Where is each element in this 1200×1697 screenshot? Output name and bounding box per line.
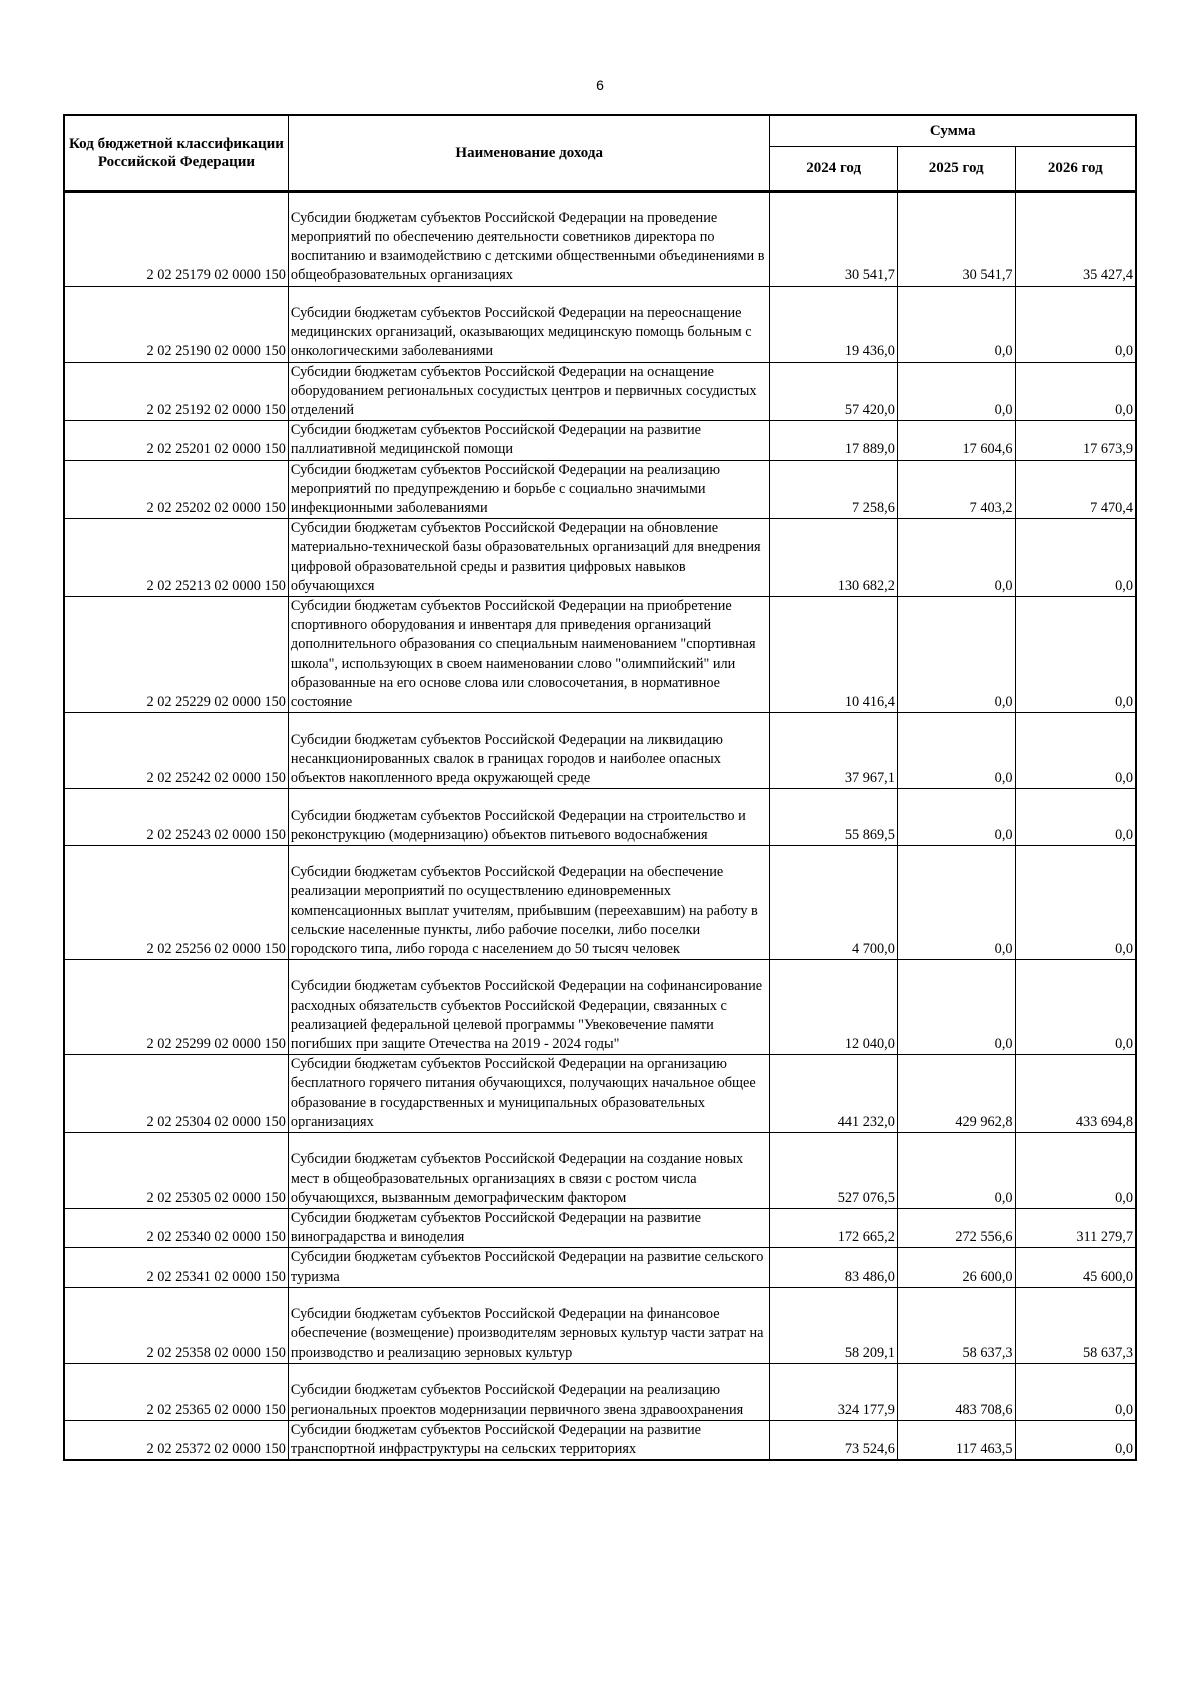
amount-2024: 130 682,2	[770, 519, 897, 597]
revenue-name: Субсидии бюджетам субъектов Российской Федерации на создание новых мест в общеобразовательных организациях в связи с ростом числа обучающихся, вызванным демографическим фактором	[288, 1132, 770, 1208]
revenue-name: Субсидии бюджетам субъектов Российской Федерации на обеспечение реализации мероприятий по осуществлению единовременных компенсационных выплат учителям, прибывшим (переехавшим) на работу в сельские населенные пункты, либо рабочие поселки, либо поселки городского типа, либо города с населением до 50 тысяч человек	[288, 846, 770, 960]
amount-2024: 55 869,5	[770, 789, 897, 846]
page-number: 6	[596, 77, 604, 93]
budget-code: 2 02 25179 02 0000 150	[64, 191, 288, 286]
revenue-name: Субсидии бюджетам субъектов Российской Федерации на оснащение оборудованием региональных сосудистых центров и первичных сосудистых отделений	[288, 362, 770, 421]
amount-2025: 0,0	[897, 596, 1015, 712]
table-row	[64, 421, 1136, 460]
amount-2026: 311 279,7	[1015, 1208, 1136, 1247]
revenue-name: Субсидии бюджетам субъектов Российской Федерации на приобретение спортивного оборудования и инвентаря для приведения организаций дополнительного образования со специальным наименованием "спортивная школа", использующих в своем наименовании слово "олимпийский" или образованные на его основе слова или словосочетания, в нормативное состояние	[288, 596, 770, 712]
table-row	[64, 460, 1136, 519]
amount-2025: 58 637,3	[897, 1287, 1015, 1363]
revenue-table	[63, 114, 1137, 1461]
amount-2024: 37 967,1	[770, 713, 897, 789]
table-row	[64, 519, 1136, 597]
amount-2024: 12 040,0	[770, 960, 897, 1055]
table-row	[64, 286, 1136, 362]
budget-code: 2 02 25358 02 0000 150	[64, 1287, 288, 1363]
amount-2026: 35 427,4	[1015, 191, 1136, 286]
amount-2026: 0,0	[1015, 1363, 1136, 1420]
budget-code: 2 02 25243 02 0000 150	[64, 789, 288, 846]
amount-2025: 30 541,7	[897, 191, 1015, 286]
table-row	[64, 362, 1136, 421]
budget-code: 2 02 25201 02 0000 150	[64, 421, 288, 460]
sum-column-header: Сумма	[770, 115, 1136, 146]
budget-code: 2 02 25229 02 0000 150	[64, 596, 288, 712]
name-column-header: Наименование дохода	[288, 115, 770, 191]
amount-2026: 0,0	[1015, 286, 1136, 362]
amount-2025: 117 463,5	[897, 1420, 1015, 1460]
budget-code: 2 02 25340 02 0000 150	[64, 1208, 288, 1247]
table-row	[64, 1132, 1136, 1208]
budget-code: 2 02 25192 02 0000 150	[64, 362, 288, 421]
table-row	[64, 1420, 1136, 1460]
revenue-name: Субсидии бюджетам субъектов Российской Федерации на развитие сельского туризма	[288, 1248, 770, 1287]
table-row	[64, 1287, 1136, 1363]
budget-code: 2 02 25304 02 0000 150	[64, 1055, 288, 1133]
table-row	[64, 191, 1136, 286]
amount-2024: 4 700,0	[770, 846, 897, 960]
revenue-name: Субсидии бюджетам субъектов Российской Федерации на развитие паллиативной медицинской помощи	[288, 421, 770, 460]
table-row	[64, 1363, 1136, 1420]
revenue-name: Субсидии бюджетам субъектов Российской Федерации на финансовое обеспечение (возмещение) производителям зерновых культур части затрат на производство и реализацию зерновых культур	[288, 1287, 770, 1363]
amount-2024: 57 420,0	[770, 362, 897, 421]
revenue-name: Субсидии бюджетам субъектов Российской Федерации на реализацию мероприятий по предупреждению и борьбе с социально значимыми инфекционными заболеваниями	[288, 460, 770, 519]
revenue-name: Субсидии бюджетам субъектов Российской Федерации на реализацию региональных проектов модернизации первичного звена здравоохранения	[288, 1363, 770, 1420]
amount-2026: 0,0	[1015, 362, 1136, 421]
amount-2026: 0,0	[1015, 596, 1136, 712]
table-row	[64, 1055, 1136, 1133]
code-column-header: Код бюджетной классификации Российской Федерации	[64, 115, 288, 191]
amount-2025: 0,0	[897, 960, 1015, 1055]
amount-2026: 433 694,8	[1015, 1055, 1136, 1133]
revenue-name: Субсидии бюджетам субъектов Российской Федерации на ликвидацию несанкционированных свалок в границах городов и наиболее опасных объектов накопленного вреда окружающей среде	[288, 713, 770, 789]
amount-2025: 7 403,2	[897, 460, 1015, 519]
amount-2024: 83 486,0	[770, 1248, 897, 1287]
amount-2026: 0,0	[1015, 789, 1136, 846]
amount-2025: 0,0	[897, 846, 1015, 960]
amount-2025: 0,0	[897, 286, 1015, 362]
budget-code: 2 02 25202 02 0000 150	[64, 460, 288, 519]
year-2025-header: 2025 год	[897, 146, 1015, 191]
amount-2026: 0,0	[1015, 519, 1136, 597]
amount-2026: 7 470,4	[1015, 460, 1136, 519]
revenue-name: Субсидии бюджетам субъектов Российской Федерации на развитие виноградарства и виноделия	[288, 1208, 770, 1247]
year-2026-header: 2026 год	[1015, 146, 1136, 191]
table-row	[64, 960, 1136, 1055]
revenue-name: Субсидии бюджетам субъектов Российской Федерации на переоснащение медицинских организаций, оказывающих медицинскую помощь больным с онкологическими заболеваниями	[288, 286, 770, 362]
amount-2026: 0,0	[1015, 1132, 1136, 1208]
amount-2026: 0,0	[1015, 1420, 1136, 1460]
budget-code: 2 02 25372 02 0000 150	[64, 1420, 288, 1460]
table-row	[64, 1208, 1136, 1247]
budget-code: 2 02 25190 02 0000 150	[64, 286, 288, 362]
amount-2025: 0,0	[897, 713, 1015, 789]
amount-2025: 0,0	[897, 519, 1015, 597]
budget-code: 2 02 25299 02 0000 150	[64, 960, 288, 1055]
amount-2024: 172 665,2	[770, 1208, 897, 1247]
table-row	[64, 596, 1136, 712]
amount-2024: 441 232,0	[770, 1055, 897, 1133]
table-row	[64, 1248, 1136, 1287]
amount-2025: 17 604,6	[897, 421, 1015, 460]
revenue-name: Субсидии бюджетам субъектов Российской Федерации на развитие транспортной инфраструктуры на сельских территориях	[288, 1420, 770, 1460]
amount-2024: 10 416,4	[770, 596, 897, 712]
revenue-name: Субсидии бюджетам субъектов Российской Федерации на строительство и реконструкцию (модернизацию) объектов питьевого водоснабжения	[288, 789, 770, 846]
budget-code: 2 02 25242 02 0000 150	[64, 713, 288, 789]
amount-2026: 45 600,0	[1015, 1248, 1136, 1287]
amount-2024: 324 177,9	[770, 1363, 897, 1420]
amount-2024: 73 524,6	[770, 1420, 897, 1460]
budget-code: 2 02 25365 02 0000 150	[64, 1363, 288, 1420]
amount-2026: 17 673,9	[1015, 421, 1136, 460]
amount-2024: 17 889,0	[770, 421, 897, 460]
amount-2026: 58 637,3	[1015, 1287, 1136, 1363]
budget-code: 2 02 25256 02 0000 150	[64, 846, 288, 960]
budget-code: 2 02 25305 02 0000 150	[64, 1132, 288, 1208]
amount-2024: 19 436,0	[770, 286, 897, 362]
amount-2025: 26 600,0	[897, 1248, 1015, 1287]
budget-code: 2 02 25341 02 0000 150	[64, 1248, 288, 1287]
amount-2024: 7 258,6	[770, 460, 897, 519]
table-row	[64, 846, 1136, 960]
table-row	[64, 789, 1136, 846]
amount-2026: 0,0	[1015, 846, 1136, 960]
revenue-name: Субсидии бюджетам субъектов Российской Федерации на организацию бесплатного горячего питания обучающихся, получающих начальное общее образование в государственных и муниципальных образовательных организациях	[288, 1055, 770, 1133]
amount-2026: 0,0	[1015, 960, 1136, 1055]
amount-2025: 0,0	[897, 1132, 1015, 1208]
amount-2025: 429 962,8	[897, 1055, 1015, 1133]
amount-2025: 0,0	[897, 362, 1015, 421]
amount-2025: 272 556,6	[897, 1208, 1015, 1247]
revenue-name: Субсидии бюджетам субъектов Российской Федерации на обновление материально-технической базы образовательных организаций для внедрения цифровой образовательной среды и развития цифровых навыков обучающихся	[288, 519, 770, 597]
amount-2025: 0,0	[897, 789, 1015, 846]
amount-2024: 30 541,7	[770, 191, 897, 286]
amount-2024: 527 076,5	[770, 1132, 897, 1208]
revenue-name: Субсидии бюджетам субъектов Российской Федерации на проведение мероприятий по обеспечению деятельности советников директора по воспитанию и взаимодействию с детскими общественными объединениями в общеобразовательных организациях	[288, 191, 770, 286]
revenue-name: Субсидии бюджетам субъектов Российской Федерации на софинансирование расходных обязательств субъектов Российской Федерации, связанных с реализацией федеральной целевой программы "Увековечение памяти погибших при защите Отечества на 2019 - 2024 годы"	[288, 960, 770, 1055]
amount-2025: 483 708,6	[897, 1363, 1015, 1420]
budget-code: 2 02 25213 02 0000 150	[64, 519, 288, 597]
amount-2024: 58 209,1	[770, 1287, 897, 1363]
year-2024-header: 2024 год	[770, 146, 897, 191]
amount-2026: 0,0	[1015, 713, 1136, 789]
table-row	[64, 713, 1136, 789]
